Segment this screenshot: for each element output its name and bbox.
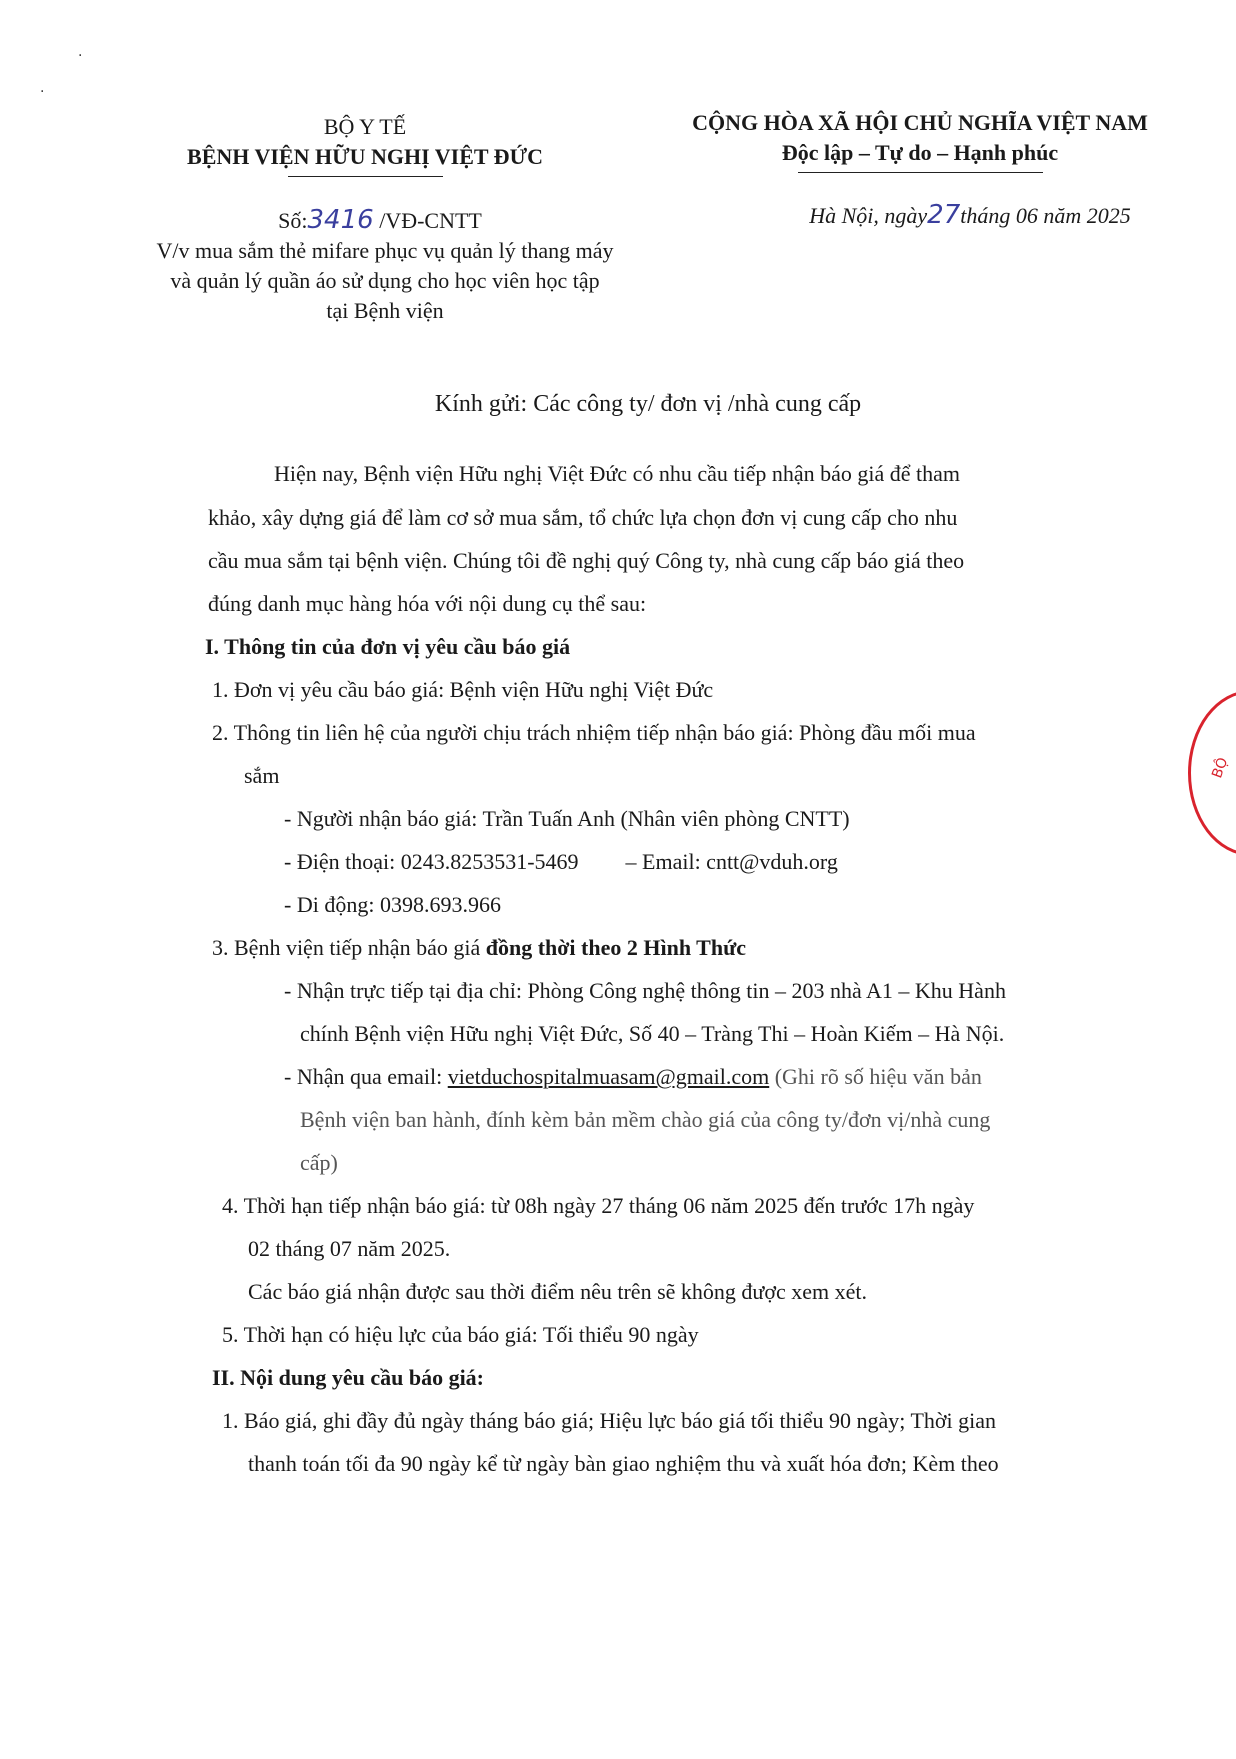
scan-speck: · [78,48,83,64]
contact-phone-email [208,840,1103,883]
item-4-line: 02 tháng 07 năm 2025. [248,1236,451,1261]
item-1: 1. Đơn vị yêu cầu báo giá: Bệnh viện Hữu nghị Việt Đức [212,677,714,702]
contact-phone: - Điện thoại: 0243.8253531-5469 [284,849,579,874]
handwritten-day: 27 [927,200,961,230]
item-4-line: 4. Thời hạn tiếp nhận báo giá: từ 08h ngày 27 tháng 06 năm 2025 đến trước 17h ngày [222,1193,975,1218]
email-link[interactable]: vietduchospitalmuasam@gmail.com [447,1064,770,1089]
email-prefix: - Nhận qua email: [284,1064,448,1089]
date-suffix: tháng 06 năm 2025 [960,203,1131,228]
national-header [665,108,1175,173]
issuer-header [140,112,590,177]
intro-line: khảo, xây dựng giá để làm cơ sở mua sắm, tổ chức lựa chọn đơn vị cung cấp cho nhu [208,505,958,530]
motto-underline [798,172,1043,173]
subject-line: tại Bệnh viện [326,298,444,323]
email-note-line: cấp) [300,1150,338,1175]
direct-address-line: chính Bệnh viện Hữu nghị Việt Đức, Số 40 – Tràng Thi – Hoàn Kiếm – Hà Nội. [300,1021,1005,1046]
ministry-name: BỘ Y TẾ [323,114,407,139]
contact-email: – Email: cntt@vduh.org [625,849,838,874]
section-2-title: II. Nội dung yêu cầu báo giá: [212,1365,485,1390]
date-prefix: Hà Nội, ngày [809,203,928,228]
section-2-item-line: thanh toán tối đa 90 ngày kể từ ngày bàn giao nghiệm thu và xuất hóa đơn; Kèm theo [248,1451,999,1476]
document-subject [95,236,675,326]
item-5: 5. Thời hạn có hiệu lực của báo giá: Tối thiểu 90 ngày [222,1322,699,1347]
item-3-text: 3. Bệnh viện tiếp nhận báo giá [212,935,486,960]
email-note: (Ghi rõ số hiệu văn bản [769,1064,982,1089]
item-2-line: sắm [244,763,280,788]
document-date [760,200,1180,230]
email-submission [208,1055,1103,1098]
section-1-title: I. Thông tin của đơn vị yêu cầu báo giá [205,634,571,659]
item-3 [208,926,1103,969]
subject-line: V/v mua sắm thẻ mifare phục vụ quản lý thang máy [156,238,614,263]
item-2-line: 2. Thông tin liên hệ của người chịu trách nhiệm tiếp nhận báo giá: Phòng đầu mối mua [212,720,976,745]
hospital-name: BỆNH VIỆN HỮU NGHỊ VIỆT ĐỨC [187,144,543,169]
country-name: CỘNG HÒA XÃ HỘI CHỦ NGHĨA VIỆT NAM [692,110,1148,135]
subject-line: và quản lý quần áo sử dụng cho học viên học tập [170,268,600,293]
number-label: Số: [278,208,308,233]
contact-name: - Người nhận báo giá: Trần Tuấn Anh (Nhân viên phòng CNTT) [284,806,850,831]
contact-mobile: - Di động: 0398.693.966 [284,892,501,917]
intro-line: Hiện nay, Bệnh viện Hữu nghị Việt Đức có nhu cầu tiếp nhận báo giá để tham [274,461,961,486]
intro-line: đúng danh mục hàng hóa với nội dung cụ thể sau: [208,591,647,616]
intro-line: cầu mua sắm tại bệnh viện. Chúng tôi đề nghị quý Công ty, nhà cung cấp báo giá theo [208,548,965,573]
number-suffix: /VĐ-CNTT [373,208,482,233]
item-3-bold: đồng thời theo 2 Hình Thức [485,935,747,960]
recipient-line: Kính gửi: Các công ty/ đơn vị /nhà cung cấp [434,391,862,417]
email-note-line: Bệnh viện ban hành, đính kèm bản mềm chào giá của công ty/đơn vị/nhà cung [300,1107,991,1132]
header-underline [288,176,443,177]
national-motto: Độc lập – Tự do – Hạnh phúc [781,140,1059,165]
document-number [120,205,640,235]
item-4-line: Các báo giá nhận được sau thời điểm nêu trên sẽ không được xem xét. [248,1279,867,1304]
stamp-text: BỘ [1209,755,1232,781]
handwritten-number: 3416 [307,205,374,235]
direct-address-line: - Nhận trực tiếp tại địa chỉ: Phòng Công nghệ thông tin – 203 nhà A1 – Khu Hành [284,978,1006,1003]
document-body [205,452,1103,1485]
section-2-item-line: 1. Báo giá, ghi đầy đủ ngày tháng báo giá; Hiệu lực báo giá tối thiểu 90 ngày; Thời gian [222,1408,997,1433]
scan-speck: · [40,84,45,100]
